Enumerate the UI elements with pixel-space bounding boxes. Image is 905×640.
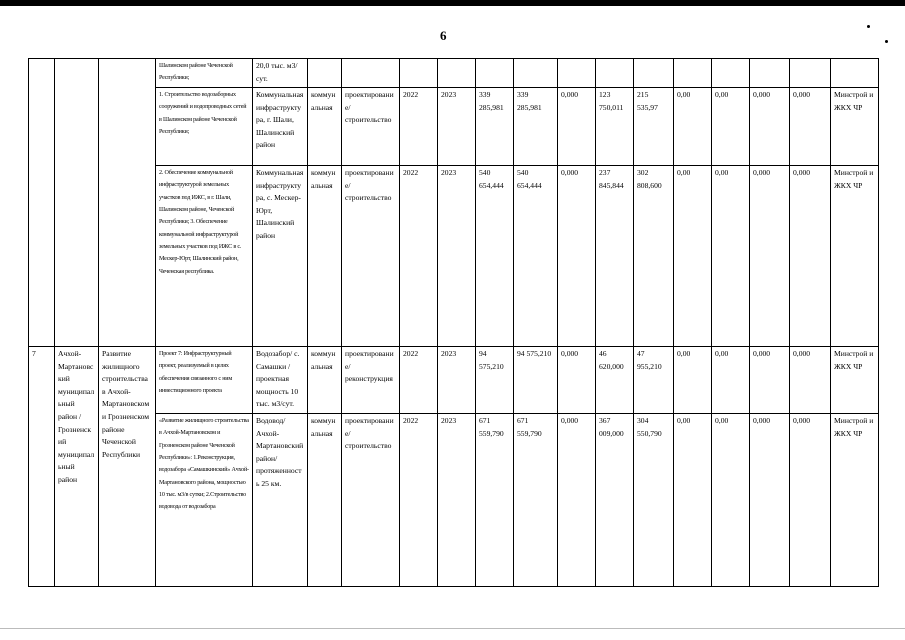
cell-type: коммунальная	[308, 88, 342, 166]
cell-z4: 0,000	[790, 414, 831, 587]
cell-z4: 0,000	[790, 166, 831, 347]
table-row	[29, 347, 879, 414]
cell-end	[438, 59, 476, 88]
cell-end: 2023	[438, 347, 476, 414]
cell-end: 2023	[438, 414, 476, 587]
cell-z4: 0,000	[790, 347, 831, 414]
cell-z2: 0,00	[712, 166, 750, 347]
cell-z2: 0,00	[712, 88, 750, 166]
cell-work: проектирование/реконструкция	[342, 347, 400, 414]
bottom-edge	[0, 628, 905, 629]
scan-speck	[885, 40, 888, 43]
cell-municipality: Ачхой-Мартановский муниципальный район /Грозненский муниципальный район	[55, 347, 99, 587]
cell-end: 2023	[438, 88, 476, 166]
cell-start: 2022	[400, 88, 438, 166]
cell-v1: 46 620,000	[596, 347, 634, 414]
cell-v2: 47 955,210	[634, 347, 674, 414]
cell-start: 2022	[400, 414, 438, 587]
cell-v2: 304 550,790	[634, 414, 674, 587]
cell-end: 2023	[438, 166, 476, 347]
table-row	[29, 414, 879, 587]
page-number: 6	[440, 28, 447, 43]
cell-fed	[558, 59, 596, 88]
cell-org: Минстрой и ЖКХ ЧР	[831, 414, 879, 587]
cell-z2: 0,00	[712, 347, 750, 414]
cell-z3	[750, 59, 790, 88]
cell-type: коммунальная	[308, 347, 342, 414]
cell-start: 2022	[400, 347, 438, 414]
cell-v1: 123 750,011	[596, 88, 634, 166]
cell-z1: 0,00	[674, 347, 712, 414]
cell-z4: 0,000	[790, 88, 831, 166]
cell-org: Минстрой и ЖКХ ЧР	[831, 88, 879, 166]
cell-description: 2. Обеспечение коммунальной инфраструктурой земельных участков под ИЖС, в г. Шали, Шалинском районе, Чеченской Республики; 3. Обеспечение коммунальной инфраструктурой земельных участков под ИЖС в с. Мескер-Юрт, Шалинский район, Чеченская республика.	[156, 166, 253, 347]
cell-goal	[99, 59, 156, 347]
top-border	[0, 0, 905, 6]
cell-z1: 0,00	[674, 414, 712, 587]
cell-v2: 302 808,600	[634, 166, 674, 347]
cell-total: 671 559,790	[476, 414, 514, 587]
cell-z3: 0,000	[750, 347, 790, 414]
cell-start	[400, 59, 438, 88]
cell-total: 339 285,981	[476, 88, 514, 166]
cell-org	[831, 59, 879, 88]
cell-fed: 0,000	[558, 347, 596, 414]
cell-z3: 0,000	[750, 166, 790, 347]
table-row	[29, 88, 879, 166]
cell-fed: 0,000	[558, 166, 596, 347]
cell-description: 1. Строительство водозаборных сооружений и водопроводных сетей в Шалинском районе Чеченской Республики;	[156, 88, 253, 166]
cell-description: Шалинском районе Чеченской Республики;	[156, 59, 253, 88]
cell-z3: 0,000	[750, 88, 790, 166]
cell-work: проектирование/строительство	[342, 88, 400, 166]
table-row	[29, 166, 879, 347]
cell-z4	[790, 59, 831, 88]
cell-work: проектирование/строительство	[342, 414, 400, 587]
cell-z2: 0,00	[712, 414, 750, 587]
cell-z3: 0,000	[750, 414, 790, 587]
cell-total2: 339 285,981	[514, 88, 558, 166]
cell-work	[342, 59, 400, 88]
cell-total: 540 654,444	[476, 166, 514, 347]
cell-total2: 540 654,444	[514, 166, 558, 347]
cell-v1: 237 845,844	[596, 166, 634, 347]
cell-org: Минстрой и ЖКХ ЧР	[831, 166, 879, 347]
cell-total2: 94 575,210	[514, 347, 558, 414]
table-row	[29, 59, 879, 88]
cell-v1	[596, 59, 634, 88]
cell-object: Коммунальная инфраструктура, с. Мескер-Юрт, Шалинский район	[253, 166, 308, 347]
cell-org: Минстрой и ЖКХ ЧР	[831, 347, 879, 414]
cell-municipality	[55, 59, 99, 347]
cell-z1: 0,00	[674, 166, 712, 347]
cell-z1: 0,00	[674, 88, 712, 166]
program-table	[28, 58, 879, 587]
cell-v1: 367 009,000	[596, 414, 634, 587]
cell-description: «Развитие жилищного строительства в Ачхой-Мартановском и Грозненском районе Чеченской Республики»: 1.Реконструкция, водозабора «Самашкинский» Ачхой-Мартановского района, мощностью 10 тыс. м3/в сутки; 2.Строительство водовода от водозабора	[156, 414, 253, 587]
cell-type: коммунальная	[308, 414, 342, 587]
cell-fed: 0,000	[558, 88, 596, 166]
cell-object: Водозабор/ с. Самашки /проектная мощность 10 тыс. м3/сут.	[253, 347, 308, 414]
cell-z1	[674, 59, 712, 88]
cell-fed: 0,000	[558, 414, 596, 587]
cell-total	[476, 59, 514, 88]
cell-no	[29, 59, 55, 347]
cell-v2	[634, 59, 674, 88]
cell-no: 7	[29, 347, 55, 587]
cell-z2	[712, 59, 750, 88]
cell-total2	[514, 59, 558, 88]
cell-object: 20,0 тыс. м3/сут.	[253, 59, 308, 88]
cell-total: 94 575,210	[476, 347, 514, 414]
cell-goal: Развитие жилищного строительства в Ачхой-Мартановском и Грозненском районе Чеченской Республики	[99, 347, 156, 587]
cell-start: 2022	[400, 166, 438, 347]
cell-type: коммунальная	[308, 166, 342, 347]
cell-object: Водовод/ Ачхой-Мартановский район/ протяженность 25 км.	[253, 414, 308, 587]
cell-type	[308, 59, 342, 88]
cell-object: Коммунальная инфраструктура, г. Шали, Шалинский район	[253, 88, 308, 166]
cell-total2: 671 559,790	[514, 414, 558, 587]
cell-description: Проект 7: Инфраструктурный проект, реализуемый в целях обеспечения связанного с ним инвестиционного проекта	[156, 347, 253, 414]
scan-speck	[867, 25, 870, 28]
cell-v2: 215 535,97	[634, 88, 674, 166]
cell-work: проектирование/строительство	[342, 166, 400, 347]
